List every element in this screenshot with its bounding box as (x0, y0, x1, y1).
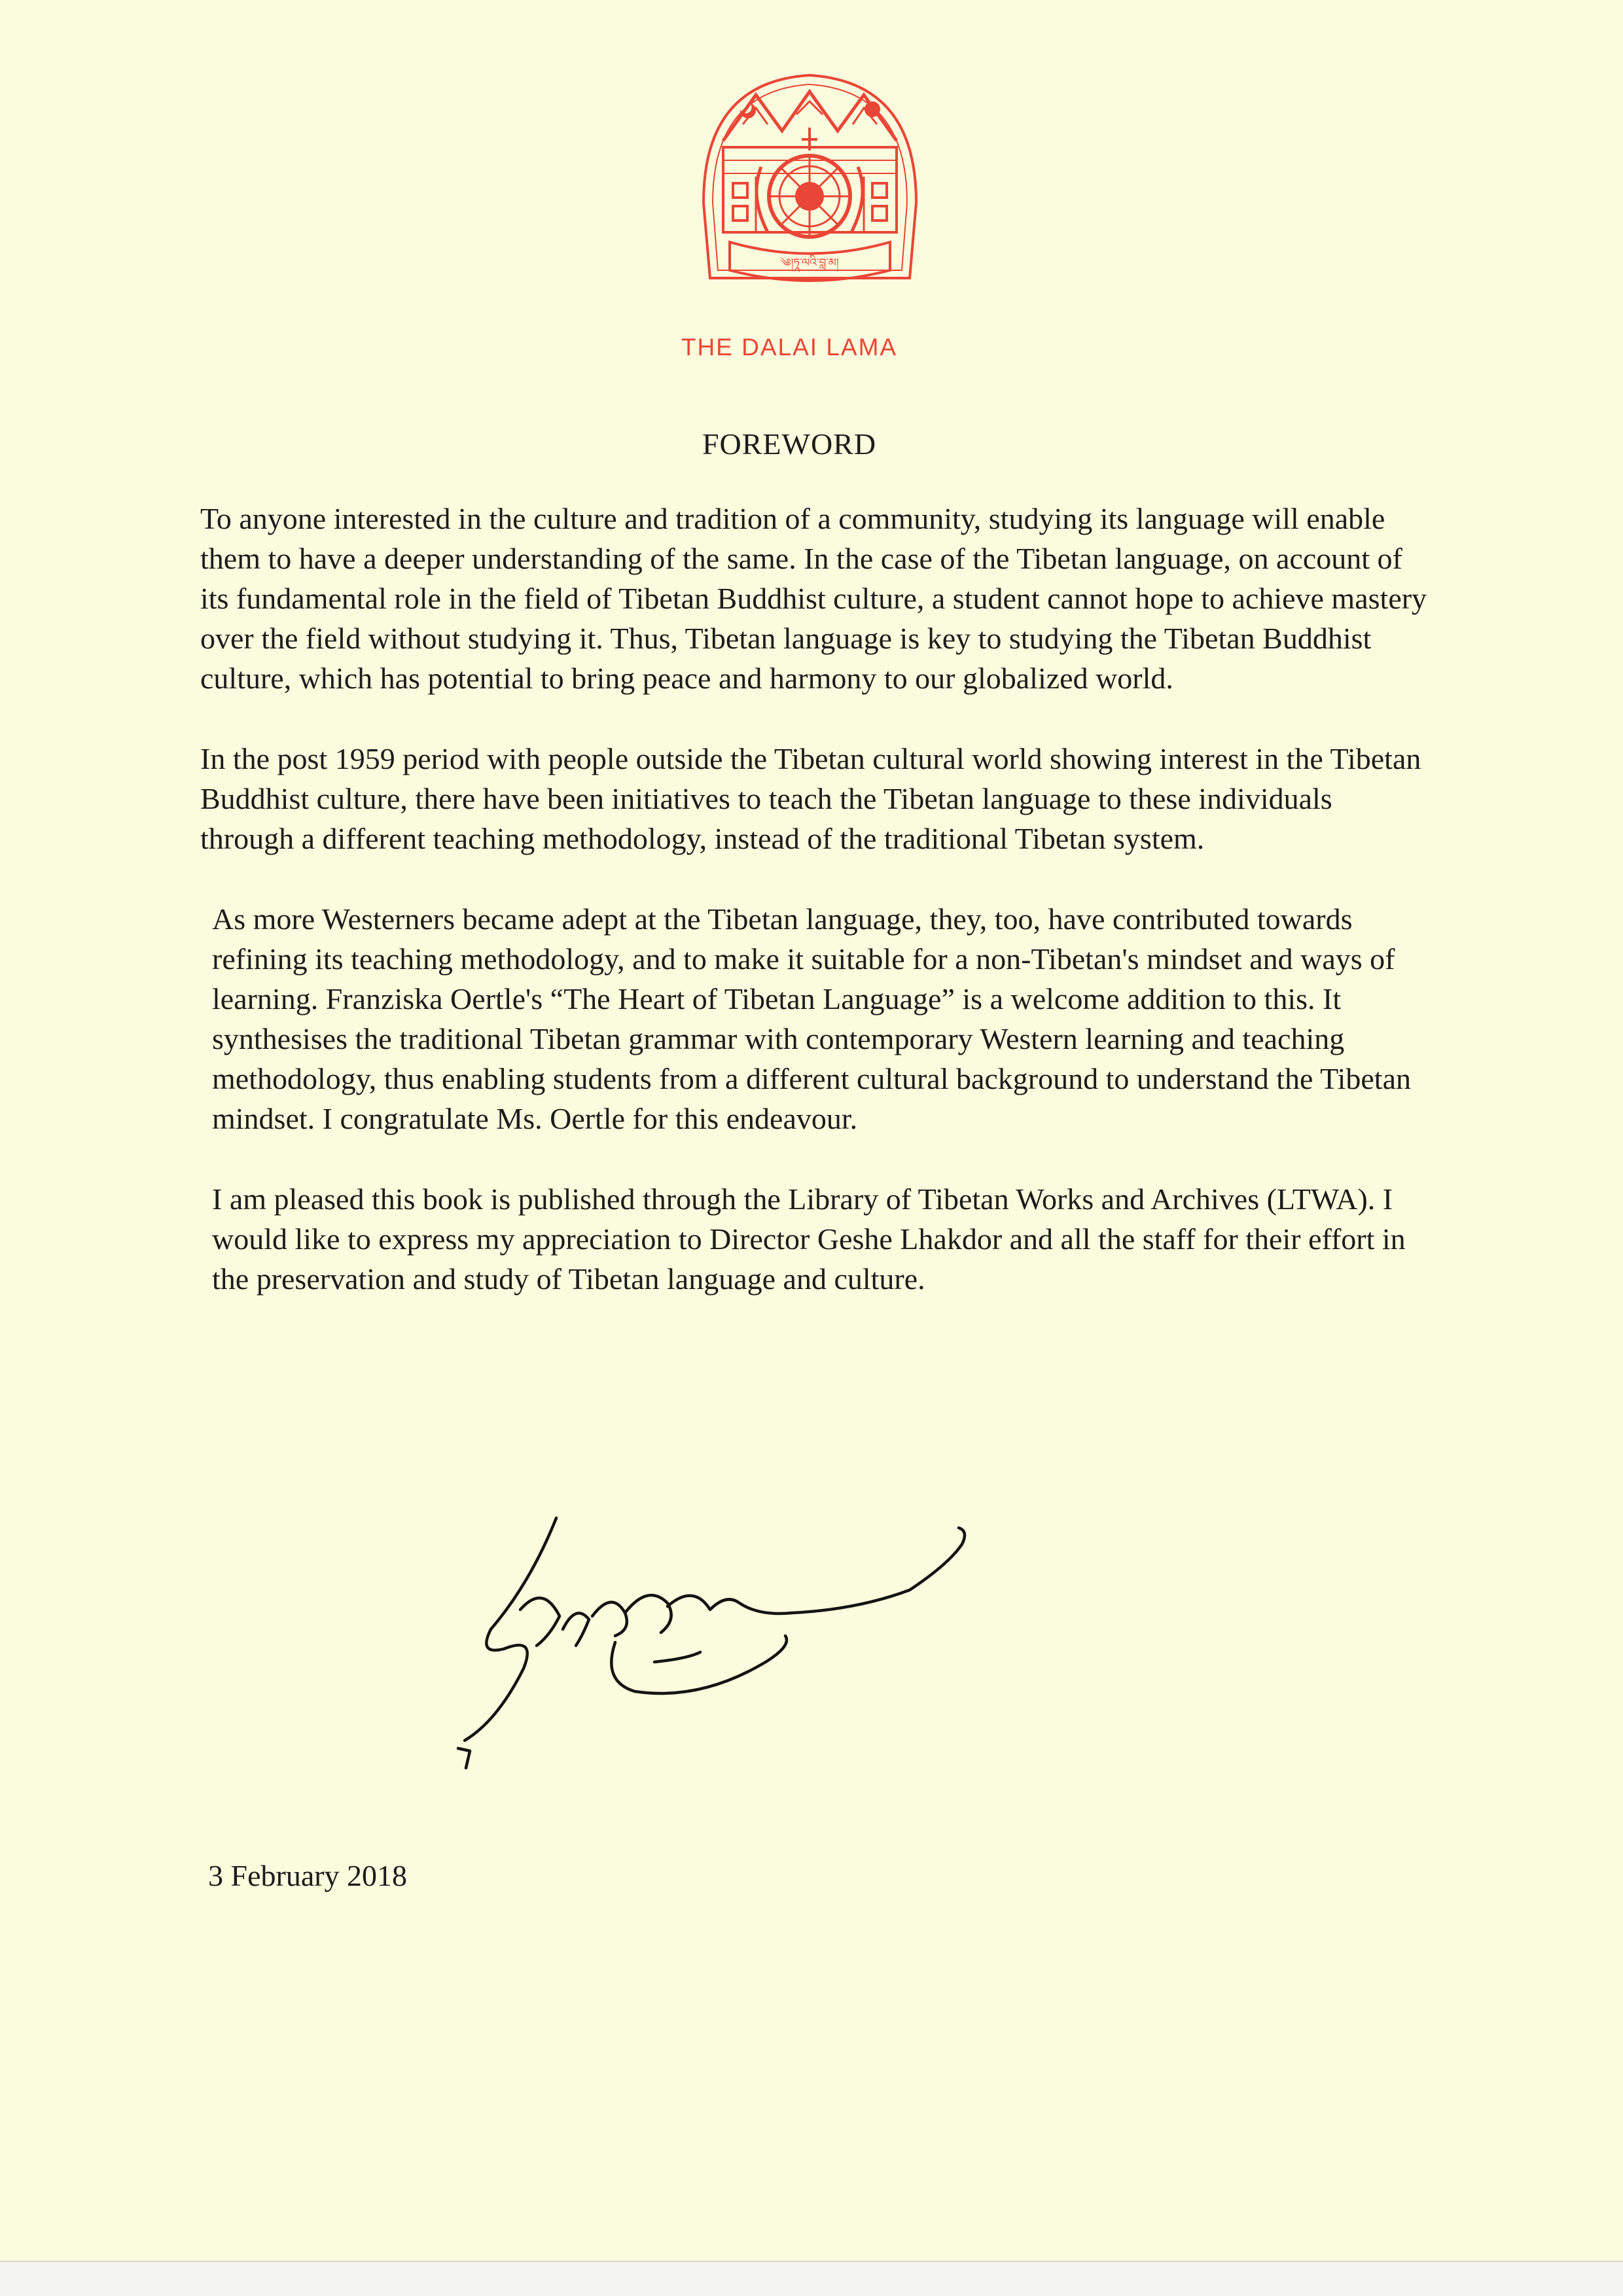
paragraph-2: In the post 1959 period with people outside the Tibetan cultural world showing interest in the Tibetan Buddhist culture, there have been initiatives to teach the Tibetan language to these individuals through a different teaching methodology, instead of the traditional Tibetan system. (200, 742, 1421, 855)
paragraph-3: As more Westerners became adept at the Tibetan language, they, too, have contributed towards refining its teaching methodology, and to make it suitable for a non-Tibetan's mindset and ways of learning. Franziska Oertle's “The Heart of Tibetan Language” is a welcome addition to this. It synthesises the traditional Tibetan grammar with contemporary Western learning and teaching methodology, thus enabling students from a different cultural background to understand the Tibetan mindset. I congratulate Ms. Oertle for this endeavour. (212, 902, 1411, 1135)
paragraph-1: To anyone interested in the culture and tradition of a community, studying its language will enable them to have a deeper understanding of the same. In the case of the Tibetan language, on account of its fundamental role in the field of Tibetan Buddhist culture, a student cannot hope to achieve mastery over the field without studying it. Thus, Tibetan language is key to studying the Tibetan Buddhist culture, which has potential to bring peace and harmony to our globalized world. (200, 502, 1427, 695)
page-title: FOREWORD (702, 427, 877, 461)
seal-text: ༄།ཏཱ་ལའི་བླ་མ། (780, 256, 839, 270)
scan-margin (0, 2261, 1623, 2296)
letter-date: 3 February 2018 (208, 1859, 408, 1892)
letterhead-org-name: THE DALAI LAMA (681, 334, 898, 361)
letter-body (200, 499, 1431, 1339)
dalai-lama-seal-icon (684, 62, 936, 304)
handwritten-signature-icon (452, 1505, 1145, 1780)
paragraph-4: I am pleased this book is published through the Library of Tibetan Works and Archives (LTWA). I would like to express my appreciation to Director Geshe Lhakdor and all the staff for their effort in the preservation and study of Tibetan language and culture. (212, 1182, 1406, 1296)
